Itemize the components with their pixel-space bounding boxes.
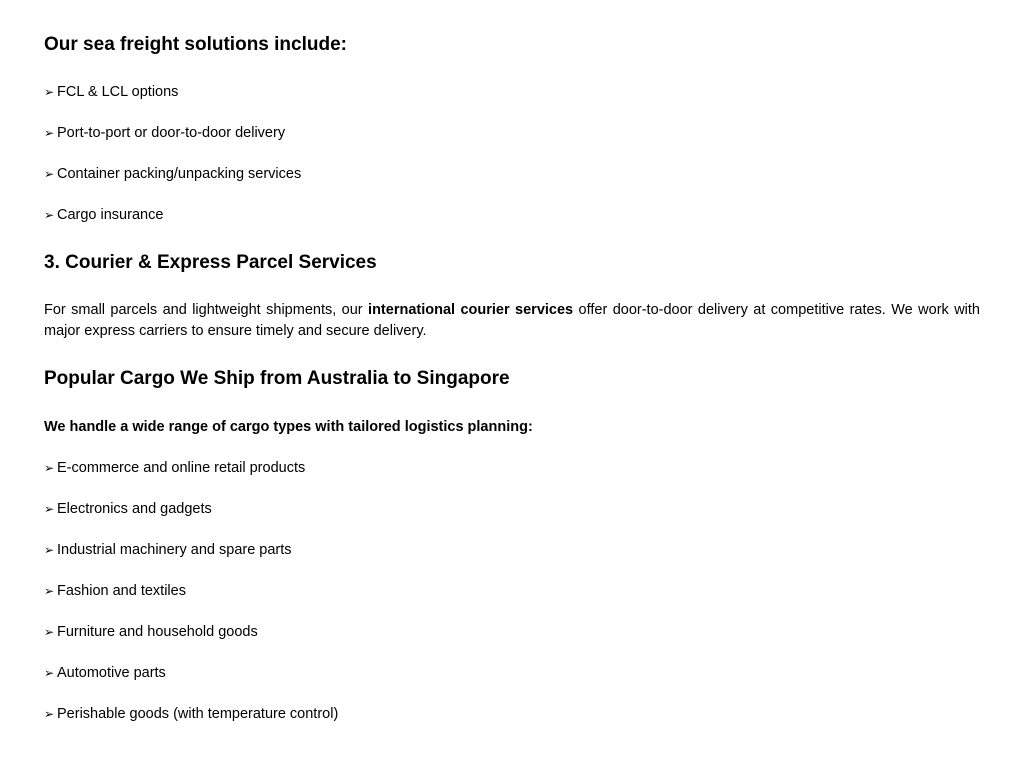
arrow-bullet-icon: ➢ (44, 707, 55, 721)
arrow-bullet-icon: ➢ (44, 167, 55, 181)
list-item: ➢ E-commerce and online retail products (44, 460, 306, 476)
arrow-bullet-icon: ➢ (44, 208, 55, 222)
popular-cargo-heading: Popular Cargo We Ship from Australia to Singapore (44, 368, 510, 389)
list-item: ➢ Port-to-port or door-to-door delivery (44, 125, 286, 141)
courier-services-link-text: international courier services (368, 302, 574, 318)
arrow-bullet-icon: ➢ (44, 126, 55, 140)
arrow-bullet-icon: ➢ (44, 666, 55, 680)
list-item: ➢ Electronics and gadgets (44, 501, 212, 517)
arrow-bullet-icon: ➢ (44, 543, 55, 557)
list-item: ➢ Furniture and household goods (44, 624, 258, 640)
arrow-bullet-icon: ➢ (44, 584, 55, 598)
list-item: ➢ Container packing/unpacking services (44, 166, 302, 182)
cargo-lead-text: We handle a wide range of cargo types with tailored logistics planning: (44, 419, 533, 435)
list-item: ➢ Automotive parts (44, 665, 166, 681)
sea-freight-heading: Our sea freight solutions include: (44, 34, 347, 55)
list-item: ➢ Fashion and textiles (44, 583, 186, 599)
courier-paragraph: For small parcels and lightweight shipments, our international courier services offer door-to-door delivery at competitive rates. We work with major express carriers to ensure timely and secure delivery. (44, 302, 980, 339)
arrow-bullet-icon: ➢ (44, 502, 55, 516)
list-item: ➢ FCL & LCL options (44, 84, 179, 100)
courier-heading: 3. Courier & Express Parcel Services (44, 252, 377, 273)
arrow-bullet-icon: ➢ (44, 625, 55, 639)
list-item: ➢ Industrial machinery and spare parts (44, 542, 292, 558)
list-item: ➢ Perishable goods (with temperature control) (44, 706, 339, 722)
arrow-bullet-icon: ➢ (44, 461, 55, 475)
list-item: ➢ Cargo insurance (44, 207, 164, 223)
arrow-bullet-icon: ➢ (44, 85, 55, 99)
